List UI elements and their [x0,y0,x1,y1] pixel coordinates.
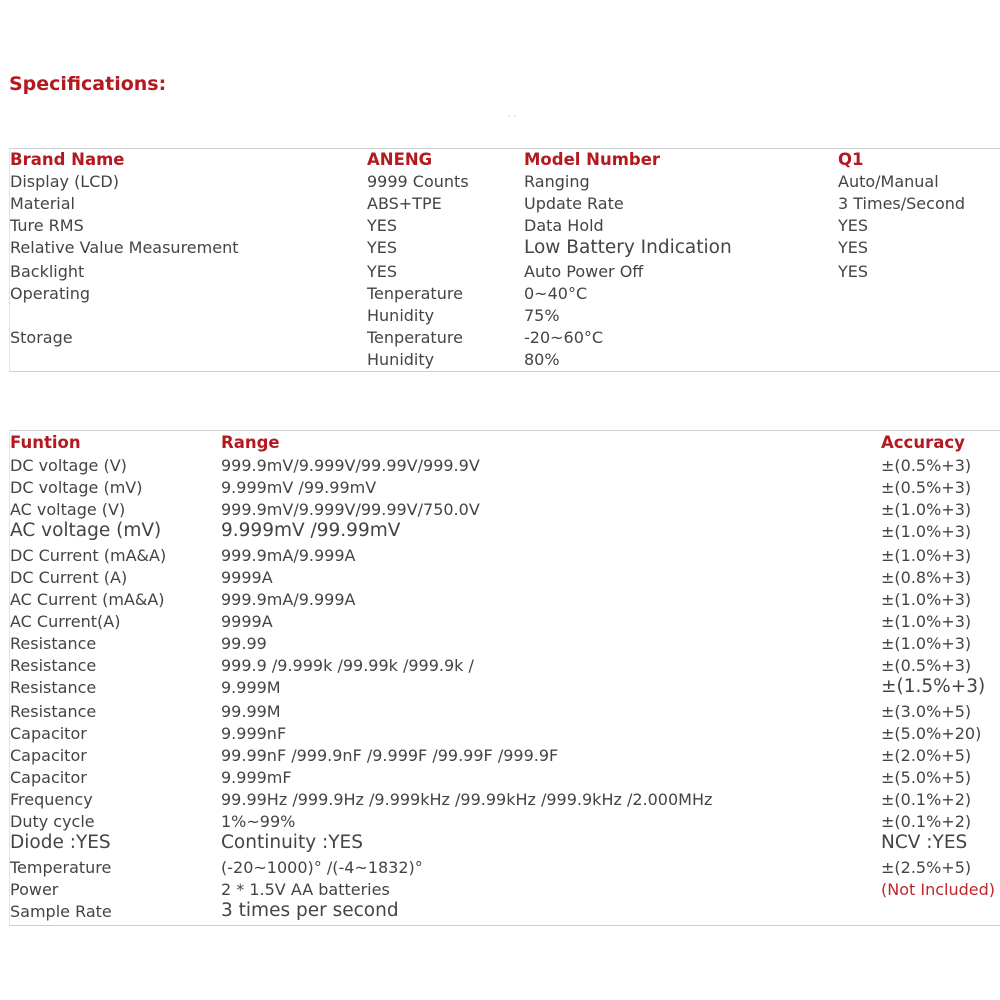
function-row-10-function: Resistance [10,656,97,675]
spec-relative-col1: Relative Value Measurement [10,238,239,257]
spec-backlight-col3: Auto Power Off [524,262,644,281]
function-header-accuracy: Accuracy [881,433,965,452]
page-title: Specifications: [9,73,167,95]
spec-material-col3: Update Rate [524,194,624,213]
function-row-18-accuracy: NCV :YES [881,832,968,853]
function-row-11-function: Resistance [10,678,97,697]
function-row-14-function: Capacitor [10,746,87,765]
spec-table [9,148,1000,372]
spec-operating-humidity-col3: 75% [524,306,560,325]
spec-true-rms-col3: Data Hold [524,216,604,235]
function-row-5-range: 999.9mA/9.999A [221,546,356,565]
spec-storage-col1: Storage [10,328,73,347]
spec-true-rms-col4: YES [838,216,869,235]
spec-true-rms-col2: YES [367,216,398,235]
spec-relative-col4: YES [838,238,869,257]
spec-backlight-col2: YES [367,262,398,281]
spec-display-col1: Display (LCD) [10,172,119,191]
function-row-1-accuracy: ±(0.5%+3) [881,456,972,475]
function-row-18-range: Continuity :YES [221,832,363,853]
spec-true-rms-col1: Ture RMS [10,216,84,235]
function-header-function: Funtion [10,433,81,452]
function-row-12-function: Resistance [10,702,97,721]
function-row-13-accuracy: ±(5.0%+20) [881,724,982,743]
function-row-6-accuracy: ±(0.8%+3) [881,568,972,587]
function-row-17-accuracy: ±(0.1%+2) [881,812,972,831]
spec-storage-humidity-col3: 80% [524,350,560,369]
function-header-range: Range [221,433,280,452]
function-row-9-function: Resistance [10,634,97,653]
spec-relative-col3: Low Battery Indication [524,237,732,258]
function-row-5-function: DC Current (mA&A) [10,546,167,565]
spec-display-col2: 9999 Counts [367,172,469,191]
spec-backlight-col4: YES [838,262,869,281]
function-row-7-range: 999.9mA/9.999A [221,590,356,609]
spec-operating-col3: 0~40°C [524,284,588,303]
function-row-8-range: 9999A [221,612,273,631]
function-row-3-accuracy: ±(1.0%+3) [881,500,972,519]
function-row-16-range: 99.99Hz /999.9Hz /9.999kHz /99.99kHz /999.9kHz /2.000MHz [221,790,713,809]
function-row-16-accuracy: ±(0.1%+2) [881,790,972,809]
spec-storage-humidity-col2: Hunidity [367,350,435,369]
spec-material-col2: ABS+TPE [367,194,442,213]
spec-display-col3: Ranging [524,172,590,191]
function-row-2-range: 9.999mV /99.99mV [221,478,377,497]
function-row-19-function: Temperature [10,858,112,877]
function-row-17-range: 1%~99% [221,812,296,831]
function-row-21-range: 3 times per second [221,900,399,921]
function-row-10-accuracy: ±(0.5%+3) [881,656,972,675]
function-row-15-function: Capacitor [10,768,87,787]
function-row-6-function: DC Current (A) [10,568,128,587]
function-row-6-range: 9999A [221,568,273,587]
spec-operating-col1: Operating [10,284,90,303]
function-row-1-range: 999.9mV/9.999V/99.99V/999.9V [221,456,480,475]
spec-backlight-col1: Backlight [10,262,85,281]
function-row-4-accuracy: ±(1.0%+3) [881,522,972,541]
function-row-14-range: 99.99nF /999.9nF /9.999F /99.99F /999.9F [221,746,559,765]
function-row-20-function: Power [10,880,59,899]
function-row-13-range: 9.999nF [221,724,287,743]
function-row-11-accuracy: ±(1.5%+3) [881,676,986,697]
function-table [9,430,1000,926]
function-row-7-accuracy: ±(1.0%+3) [881,590,972,609]
function-row-15-accuracy: ±(5.0%+5) [881,768,972,787]
spec-material-col1: Material [10,194,75,213]
function-row-7-function: AC Current (mA&A) [10,590,165,609]
function-row-10-range: 999.9 /9.999k /99.99k /999.9k / [221,656,474,675]
spec-display-col4: Auto/Manual [838,172,939,191]
function-row-19-accuracy: ±(2.5%+5) [881,858,972,877]
function-row-4-range: 9.999mV /99.99mV [221,520,401,541]
function-row-21-function: Sample Rate [10,902,112,921]
function-row-2-function: DC voltage (mV) [10,478,143,497]
function-row-9-range: 99.99 [221,634,267,653]
spec-operating-humidity-col2: Hunidity [367,306,435,325]
function-row-3-function: AC voltage (V) [10,500,126,519]
spec-storage-col3: -20~60°C [524,328,604,347]
spec-operating-col2: Tenperature [367,284,463,303]
function-row-20-accuracy: (Not Included) [881,880,995,899]
function-row-4-function: AC voltage (mV) [10,520,162,541]
function-row-11-range: 9.999M [221,678,281,697]
spec-material-col4: 3 Times/Second [838,194,966,213]
function-row-3-range: 999.9mV/9.999V/99.99V/750.0V [221,500,480,519]
function-row-13-function: Capacitor [10,724,87,743]
function-row-17-function: Duty cycle [10,812,95,831]
function-row-12-range: 99.99M [221,702,281,721]
function-row-5-accuracy: ±(1.0%+3) [881,546,972,565]
function-row-16-function: Frequency [10,790,93,809]
spec-relative-col2: YES [367,238,398,257]
function-row-20-range: 2 * 1.5V AA batteries [221,880,390,899]
function-row-19-range: (-20~1000)° /(-4~1832)° [221,858,423,877]
function-row-15-range: 9.999mF [221,768,292,787]
function-row-12-accuracy: ±(3.0%+5) [881,702,972,721]
function-row-18-function: Diode :YES [10,832,111,853]
spec-brand-col1: Brand Name [10,150,125,169]
function-row-8-function: AC Current(A) [10,612,121,631]
spec-brand-col3: Model Number [524,150,661,169]
spec-storage-col2: Tenperature [367,328,463,347]
function-row-9-accuracy: ±(1.0%+3) [881,634,972,653]
function-row-14-accuracy: ±(2.0%+5) [881,746,972,765]
decorative-dots: · · [508,112,516,121]
function-row-2-accuracy: ±(0.5%+3) [881,478,972,497]
spec-brand-col2: ANENG [367,150,433,169]
function-row-8-accuracy: ±(1.0%+3) [881,612,972,631]
spec-brand-col4: Q1 [838,150,864,169]
function-row-1-function: DC voltage (V) [10,456,127,475]
